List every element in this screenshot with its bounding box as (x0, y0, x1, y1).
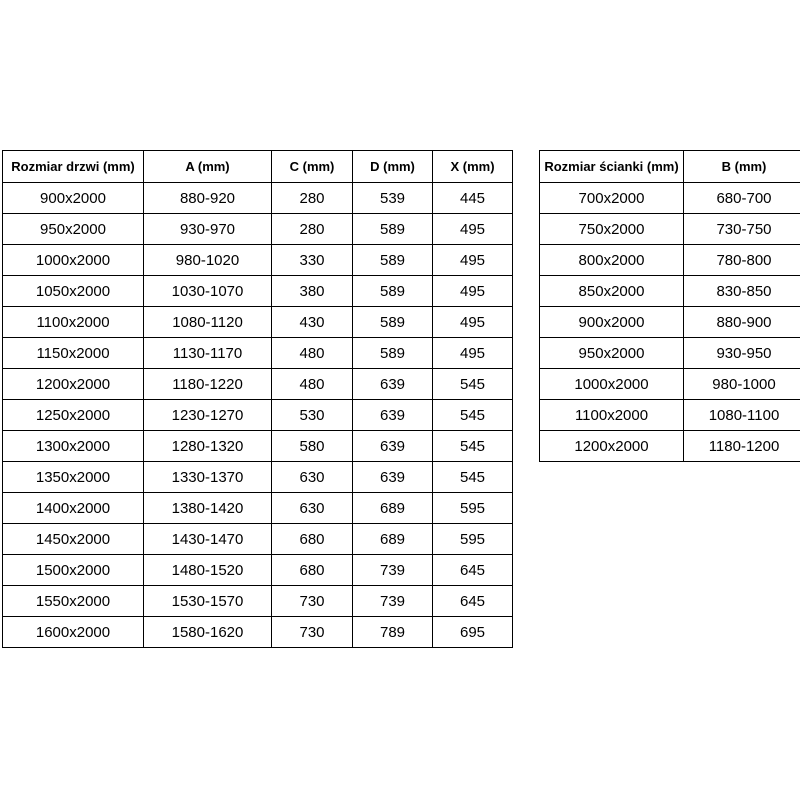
table-cell: 495 (433, 307, 513, 338)
door-size-table (2, 150, 513, 648)
table-cell: 1180-1200 (684, 431, 800, 462)
table-cell: 900x2000 (540, 307, 684, 338)
table-cell: 880-920 (144, 183, 272, 214)
table-row (3, 462, 513, 493)
table-cell: 545 (433, 400, 513, 431)
table-cell: 430 (272, 307, 353, 338)
column-header: B (mm) (684, 151, 800, 183)
table-cell: 1030-1070 (144, 276, 272, 307)
table-cell: 539 (353, 183, 433, 214)
table-row (3, 276, 513, 307)
table-cell: 1600x2000 (3, 617, 144, 648)
table-cell: 280 (272, 214, 353, 245)
table-row (3, 431, 513, 462)
table-cell: 530 (272, 400, 353, 431)
table-cell: 1250x2000 (3, 400, 144, 431)
table-row (540, 214, 800, 245)
table-row (3, 369, 513, 400)
table-cell: 630 (272, 493, 353, 524)
table-cell: 545 (433, 431, 513, 462)
table-cell: 589 (353, 338, 433, 369)
table-row (3, 524, 513, 555)
table-cell: 789 (353, 617, 433, 648)
table-cell: 1180-1220 (144, 369, 272, 400)
table-cell: 1280-1320 (144, 431, 272, 462)
table-cell: 1450x2000 (3, 524, 144, 555)
table-cell: 930-970 (144, 214, 272, 245)
table-cell: 739 (353, 555, 433, 586)
table-cell: 630 (272, 462, 353, 493)
table-cell: 1200x2000 (540, 431, 684, 462)
table-cell: 730-750 (684, 214, 800, 245)
table-cell: 1500x2000 (3, 555, 144, 586)
table-cell: 480 (272, 338, 353, 369)
table-cell: 589 (353, 276, 433, 307)
table-cell: 1580-1620 (144, 617, 272, 648)
table-cell: 495 (433, 214, 513, 245)
table-row (540, 431, 800, 462)
table-cell: 930-950 (684, 338, 800, 369)
table-row (3, 493, 513, 524)
table-cell: 689 (353, 493, 433, 524)
table-row (3, 307, 513, 338)
column-header: Rozmiar ścianki (mm) (540, 151, 684, 183)
header-row (540, 151, 800, 183)
table-cell: 750x2000 (540, 214, 684, 245)
table-cell: 1430-1470 (144, 524, 272, 555)
header-row (3, 151, 513, 183)
table-cell: 730 (272, 586, 353, 617)
wall-size-table (539, 150, 800, 462)
table-cell: 950x2000 (540, 338, 684, 369)
table-cell: 589 (353, 245, 433, 276)
table-row (540, 338, 800, 369)
table-row (3, 617, 513, 648)
table-cell: 1330-1370 (144, 462, 272, 493)
table-cell: 545 (433, 369, 513, 400)
table-cell: 1550x2000 (3, 586, 144, 617)
table-cell: 645 (433, 555, 513, 586)
table-cell: 1300x2000 (3, 431, 144, 462)
table-row (3, 555, 513, 586)
table-cell: 680 (272, 524, 353, 555)
table-cell: 700x2000 (540, 183, 684, 214)
table-cell: 1480-1520 (144, 555, 272, 586)
table-cell: 1350x2000 (3, 462, 144, 493)
table-cell: 495 (433, 276, 513, 307)
table-cell: 380 (272, 276, 353, 307)
table-cell: 589 (353, 214, 433, 245)
table-cell: 589 (353, 307, 433, 338)
table-cell: 595 (433, 524, 513, 555)
table-cell: 780-800 (684, 245, 800, 276)
table-row (540, 183, 800, 214)
table-cell: 1530-1570 (144, 586, 272, 617)
table-cell: 1080-1120 (144, 307, 272, 338)
table-cell: 980-1020 (144, 245, 272, 276)
table-cell: 880-900 (684, 307, 800, 338)
table-row (3, 400, 513, 431)
table-cell: 639 (353, 400, 433, 431)
column-header: Rozmiar drzwi (mm) (3, 151, 144, 183)
table-row (3, 183, 513, 214)
table-row (540, 307, 800, 338)
table-cell: 1050x2000 (3, 276, 144, 307)
table-row (540, 400, 800, 431)
table-cell: 445 (433, 183, 513, 214)
table-cell: 495 (433, 245, 513, 276)
table-row (540, 369, 800, 400)
table-cell: 595 (433, 493, 513, 524)
table-cell: 1130-1170 (144, 338, 272, 369)
table-cell: 639 (353, 431, 433, 462)
table-cell: 830-850 (684, 276, 800, 307)
table-cell: 1400x2000 (3, 493, 144, 524)
table-row (3, 214, 513, 245)
table-cell: 950x2000 (3, 214, 144, 245)
table-cell: 1230-1270 (144, 400, 272, 431)
table-cell: 695 (433, 617, 513, 648)
table-cell: 639 (353, 462, 433, 493)
table-cell: 495 (433, 338, 513, 369)
table-row (540, 245, 800, 276)
column-header: X (mm) (433, 151, 513, 183)
table-row (3, 245, 513, 276)
table-cell: 645 (433, 586, 513, 617)
table-row (3, 586, 513, 617)
table-cell: 1000x2000 (540, 369, 684, 400)
table-cell: 900x2000 (3, 183, 144, 214)
column-header: A (mm) (144, 151, 272, 183)
table-row (3, 338, 513, 369)
table-cell: 1200x2000 (3, 369, 144, 400)
table-cell: 480 (272, 369, 353, 400)
table-cell: 580 (272, 431, 353, 462)
table-cell: 1080-1100 (684, 400, 800, 431)
table-cell: 739 (353, 586, 433, 617)
table-cell: 330 (272, 245, 353, 276)
table-cell: 850x2000 (540, 276, 684, 307)
table-cell: 1380-1420 (144, 493, 272, 524)
table-cell: 1100x2000 (3, 307, 144, 338)
table-cell: 280 (272, 183, 353, 214)
column-header: C (mm) (272, 151, 353, 183)
table-cell: 730 (272, 617, 353, 648)
table-cell: 689 (353, 524, 433, 555)
column-header: D (mm) (353, 151, 433, 183)
table-cell: 800x2000 (540, 245, 684, 276)
table-cell: 1150x2000 (3, 338, 144, 369)
table-row (540, 276, 800, 307)
table-cell: 680-700 (684, 183, 800, 214)
table-cell: 1100x2000 (540, 400, 684, 431)
table-cell: 980-1000 (684, 369, 800, 400)
table-cell: 639 (353, 369, 433, 400)
table-cell: 1000x2000 (3, 245, 144, 276)
table-cell: 680 (272, 555, 353, 586)
table-cell: 545 (433, 462, 513, 493)
